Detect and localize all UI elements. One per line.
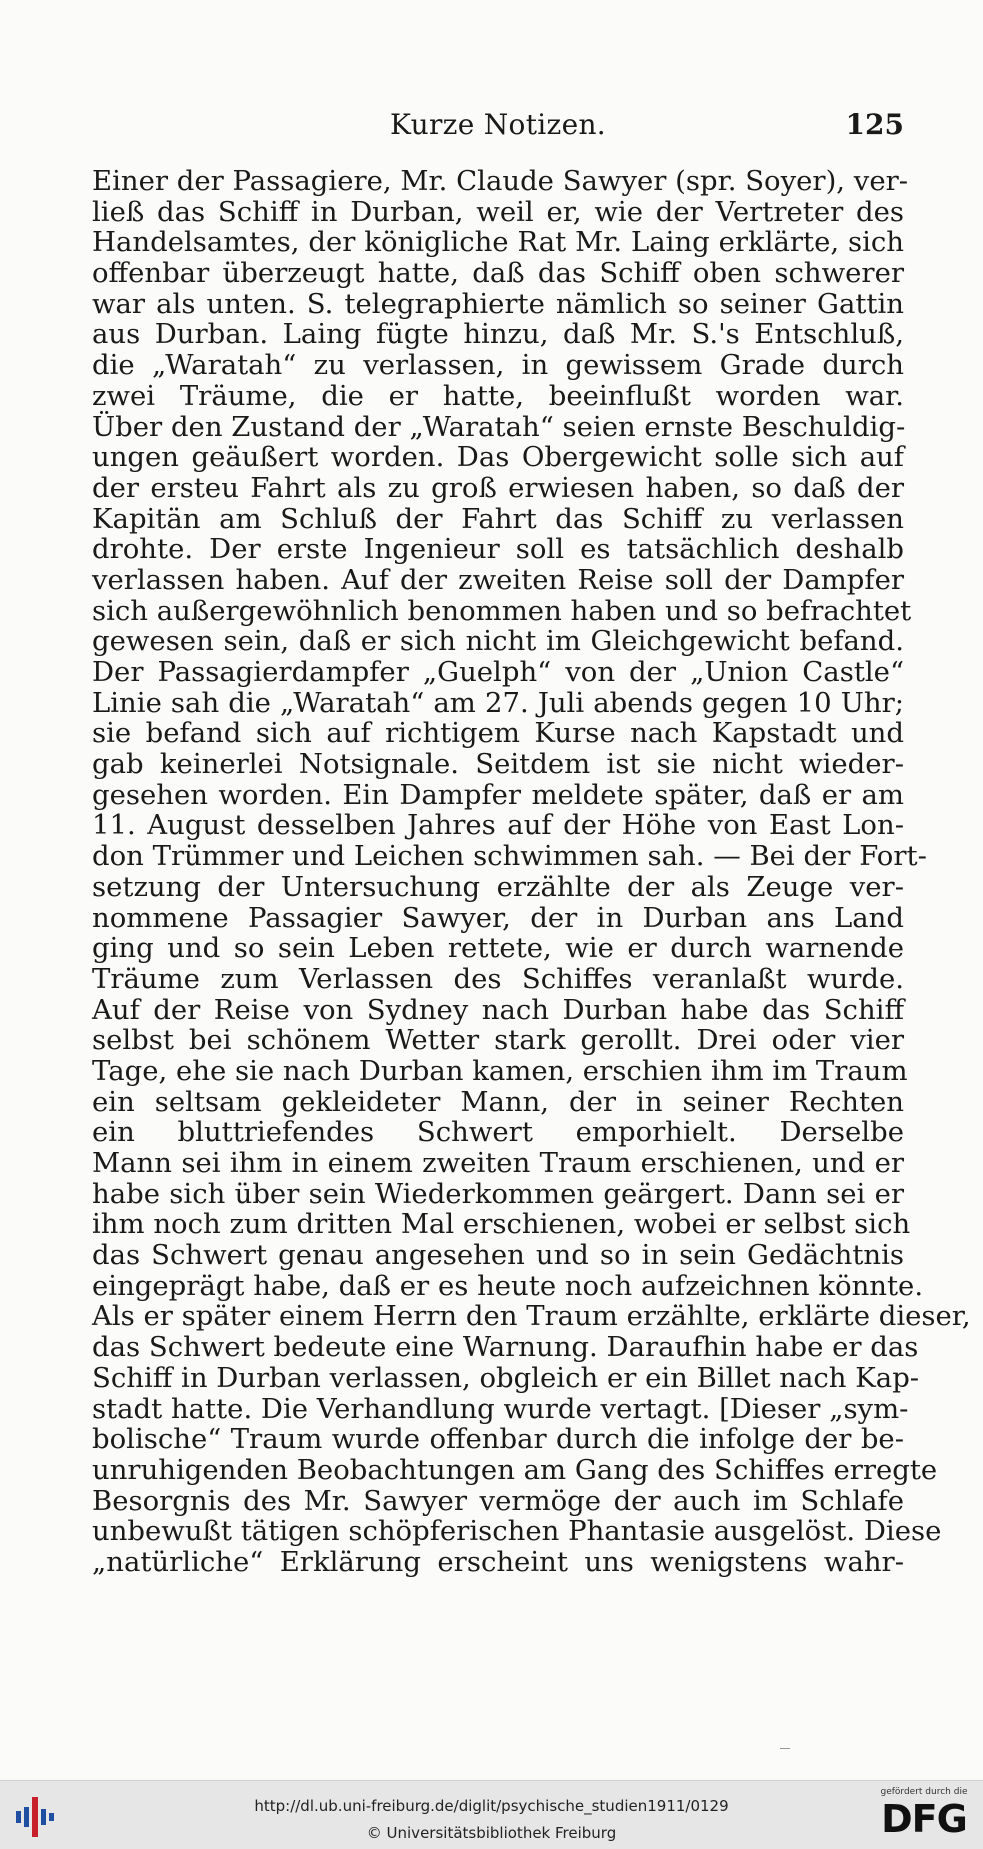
text-line: unruhigenden Beobachtungen am Gang des Schiffes erregte bbox=[92, 1453, 938, 1486]
text-line: sich außergewöhnlich benommen haben und so befrachtet bbox=[92, 594, 912, 627]
text-line: drohte. Der erste Ingenieur soll es tatsächlich deshalb bbox=[92, 533, 904, 566]
dfg-wordmark: DFG bbox=[881, 1797, 967, 1841]
text-line: gewesen sein, daß er sich nicht im Gleichgewicht befand. bbox=[92, 625, 904, 658]
text-line: war als unten. S. telegraphierte nämlich so seiner Gattin bbox=[92, 287, 904, 320]
text-line: selbst bei schönem Wetter stark gerollt. Drei oder vier bbox=[92, 1024, 904, 1057]
text-line: Schiff in Durban verlassen, obgleich er ein Billet nach Kap- bbox=[92, 1361, 920, 1394]
page-mark bbox=[780, 1748, 790, 1749]
text-line: don Trümmer und Leichen schwimmen sah. — Bei der Fort- bbox=[92, 840, 927, 873]
text-line: unbewußt tätigen schöpferischen Phantasie ausgelöst. Diese bbox=[92, 1515, 942, 1548]
text-line: 11. August desselben Jahres auf der Höhe von East Lon- bbox=[92, 809, 904, 842]
page-header bbox=[92, 108, 904, 146]
text-line: Einer der Passagiere, Mr. Claude Sawyer (spr. Soyer), ver- bbox=[92, 165, 909, 197]
text-line: zwei Träume, die er hatte, beeinflußt worden war. bbox=[92, 379, 904, 412]
document-url-link[interactable]: http://dl.ub.uni-freiburg.de/diglit/psychische_studien1911/0129 bbox=[254, 1797, 729, 1815]
text-line: eingeprägt habe, daß er es heute noch aufzeichnen könnte. bbox=[92, 1269, 924, 1302]
text-line: bolische“ Traum wurde offenbar durch die infolge der be- bbox=[92, 1423, 904, 1456]
body-text bbox=[92, 165, 971, 1578]
text-line: gab keinerlei Notsignale. Seitdem ist sie nicht wieder- bbox=[92, 748, 904, 781]
text-line: Mann sei ihm in einem zweiten Traum erschienen, und er bbox=[92, 1147, 904, 1179]
text-line: Auf der Reise von Sydney nach Durban habe das Schiff bbox=[92, 993, 904, 1026]
text-line: setzung der Untersuchung erzählte der als Zeuge ver- bbox=[92, 870, 904, 903]
text-line: ging und so sein Leben rettete, wie er durch warnende bbox=[92, 932, 904, 965]
text-line: das Schwert bedeute eine Warnung. Daraufhin habe er das bbox=[92, 1331, 919, 1364]
viewer-footer bbox=[0, 1780, 983, 1849]
text-line: verlassen haben. Auf der zweiten Reise soll der Dampfer bbox=[92, 563, 904, 596]
text-line: gesehen worden. Ein Dampfer meldete später, daß er am bbox=[92, 778, 904, 811]
text-line: Als er später einem Herrn den Traum erzählte, erklärte dieser, bbox=[92, 1300, 971, 1333]
running-title: Kurze Notizen. bbox=[390, 108, 606, 141]
text-line: offenbar überzeugt hatte, daß das Schiff oben schwerer bbox=[92, 257, 904, 290]
text-line: „natürliche“ Erklärung erscheint uns wenigstens wahr- bbox=[92, 1545, 904, 1578]
text-line: Linie sah die „Waratah“ am 27. Juli abends gegen 10 Uhr; bbox=[92, 686, 904, 719]
text-line: Träume zum Verlassen des Schiffes veranlaßt wurde. bbox=[92, 962, 904, 995]
text-line: ließ das Schiff in Durban, weil er, wie der Vertreter des bbox=[92, 195, 904, 228]
text-line: habe sich über sein Wiederkommen geärgert. Dann sei er bbox=[92, 1177, 904, 1210]
text-line: Kapitän am Schluß der Fahrt das Schiff zu verlassen bbox=[92, 502, 904, 535]
copyright-notice: © Universitätsbibliothek Freiburg bbox=[366, 1824, 617, 1842]
text-line: ein seltsam gekleideter Mann, der in seiner Rechten bbox=[92, 1085, 904, 1118]
text-line: Handelsamtes, der königliche Rat Mr. Laing erklärte, sich bbox=[92, 226, 904, 259]
text-line: Der Passagierdampfer „Guelph“ von der „Union Castle“ bbox=[92, 656, 904, 688]
dfg-logo[interactable] bbox=[875, 1787, 973, 1845]
text-line: ihm noch zum dritten Mal erschienen, wobei er selbst sich bbox=[92, 1208, 911, 1241]
funding-caption: gefördert durch die bbox=[880, 1787, 968, 1797]
text-line: Tage, ehe sie nach Durban kamen, erschien ihm im Traum bbox=[92, 1054, 908, 1087]
text-line: Über den Zustand der „Waratah“ seien ernste Beschuldig- bbox=[92, 410, 906, 443]
text-line: stadt hatte. Die Verhandlung wurde vertagt. [Dieser „sym- bbox=[92, 1392, 909, 1425]
page-number: 125 bbox=[845, 108, 904, 141]
text-line: die „Waratah“ zu verlassen, in gewissem Grade durch bbox=[92, 349, 904, 382]
text-line: sie befand sich auf richtigem Kurse nach Kapstadt und bbox=[92, 717, 904, 750]
text-line: ein bluttriefendes Schwert emporhielt. Derselbe bbox=[92, 1116, 904, 1149]
text-line: ungen geäußert worden. Das Obergewicht solle sich auf bbox=[92, 441, 904, 474]
text-line: aus Durban. Laing fügte hinzu, daß Mr. S.'s Entschluß, bbox=[92, 318, 904, 351]
text-line: das Schwert genau angesehen und so in sein Gedächtnis bbox=[92, 1239, 904, 1272]
text-line: Besorgnis des Mr. Sawyer vermöge der auch im Schlafe bbox=[92, 1484, 904, 1517]
text-line: nommene Passagier Sawyer, der in Durban ans Land bbox=[92, 901, 904, 934]
text-line: der ersteu Fahrt als zu groß erwiesen haben, so daß der bbox=[92, 471, 904, 504]
